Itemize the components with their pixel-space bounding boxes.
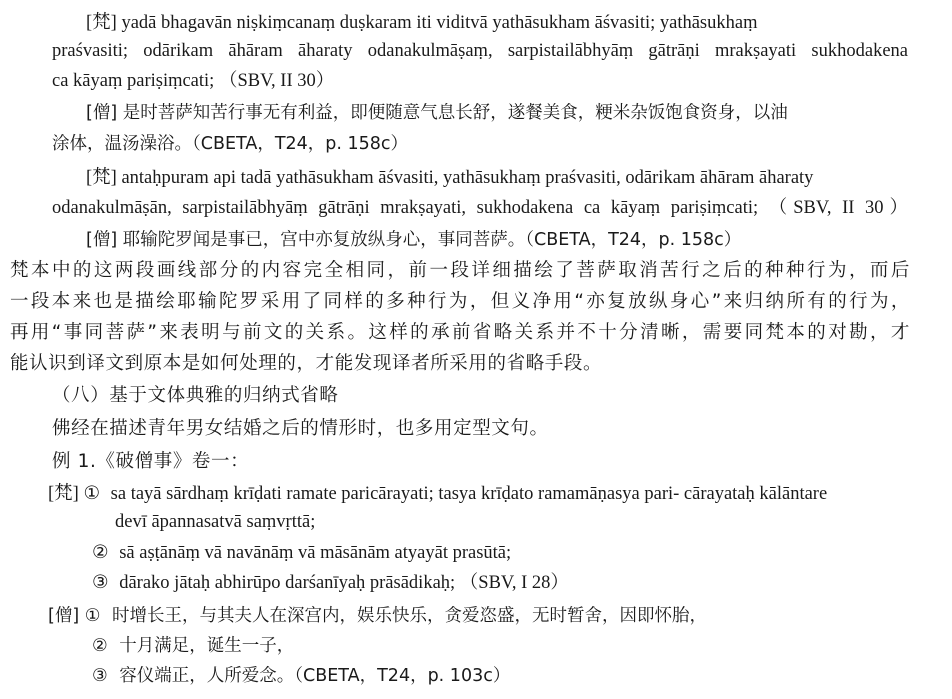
item-number: ③	[92, 666, 108, 686]
sanskrit-text: antaḥpuram api tadā yathāsukham āśvasiti, yathāsukhaṃ praśvasiti, odārikam āhāram āharaty	[121, 168, 814, 188]
chinese-text: 是时菩萨知苦行事无有利益，即便随意气息长舒，遂餐美食，粳米杂饭饱食资身，以油	[122, 103, 788, 123]
sanskrit-text: dārako jātaḥ abhirūpo darśanīyaḥ prāsādikaḥ; （SBV, I 28）	[119, 573, 569, 593]
example-zh-item-1	[48, 608, 707, 626]
discussion-line-3: 再用“事同菩萨”来表明与前文的关系。这样的承前省略关系并不十分清晰，需要同梵本的对勘，才	[10, 322, 910, 343]
item-number: ①	[84, 606, 101, 626]
sanskrit-text: yadā bhagavān niṣkiṃcanaṃ duṣkaram iti viditvā yathāsukham āśvasiti; yathāsukhaṃ	[121, 13, 758, 33]
example-zh-item-2	[92, 638, 294, 656]
example-zh-item-3	[92, 668, 510, 686]
sanskrit-tag: [梵]	[48, 484, 79, 504]
chinese-tag: [僧]	[48, 606, 80, 626]
sanskrit-tag: [梵]	[86, 168, 117, 188]
example-skt-item-2	[92, 544, 511, 563]
passage1-skt-line-3: ca kāyaṃ pariṣiṃcati; （SBV, II 30）	[52, 71, 335, 91]
passage2-zh-line	[86, 232, 741, 250]
passage1-zh-line-2: 涂体，温汤澡浴。（CBETA，T24，p. 158c）	[52, 134, 409, 154]
passage2-skt-line-1	[86, 169, 813, 188]
example-skt-item-3	[92, 574, 569, 593]
discussion-line-2: 一段本来也是描绘耶输陀罗采用了同样的多种行为，但义净用“亦复放纵身心”来归纳所有的行为，	[10, 291, 910, 312]
chinese-text: 十月满足，诞生一子，	[119, 636, 295, 656]
example-skt-item-1-cont: devī āpannasatvā saṃvṛttā;	[115, 512, 316, 532]
example-skt-item-1	[48, 485, 827, 504]
sanskrit-text: sa tayā sārdhaṃ krīḍati ramate paricārayati; tasya krīḍato ramamāṇasya pari- cārayataḥ kālāntare	[110, 484, 828, 504]
passage1-skt-line-2: praśvasiti; odārikam āhāram āharaty odanakulmāṣaṃ, sarpistailābhyāṃ gātrāṇi mrakṣayati sukhodakena	[52, 41, 908, 61]
example-label: 例 1.《破僧事》卷一：	[52, 451, 250, 472]
discussion-line-1: 梵本中的这两段画线部分的内容完全相同，前一段详细描绘了菩萨取消苦行之后的种种行为，而后	[10, 260, 910, 281]
chinese-text: 耶输陀罗闻是事已，宫中亦复放纵身心，事同菩萨。（CBETA，T24，p. 158c）	[122, 230, 742, 250]
chinese-tag: [僧]	[86, 103, 118, 123]
item-number: ②	[92, 636, 108, 656]
section-heading: （八）基于文体典雅的归纳式省略	[52, 385, 339, 406]
sanskrit-text: sā aṣṭānāṃ vā navānāṃ vā māsānām atyayāt prasūtā;	[119, 543, 512, 563]
passage1-zh-line-1	[86, 105, 788, 123]
item-number: ②	[92, 543, 109, 563]
chinese-tag: [僧]	[86, 230, 118, 250]
item-number: ③	[92, 573, 109, 593]
sanskrit-tag: [梵]	[86, 13, 117, 33]
passage1-skt-line-1	[86, 14, 757, 33]
passage2-skt-line-2: odanakulmāṣān, sarpistailābhyāṃ gātrāṇi mrakṣayati, sukhodakena ca kāyaṃ pariṣiṃcati; （SBV, II 30）	[52, 198, 908, 218]
chinese-text: 时增长王，与其夫人在深宫内，娱乐快乐，贪爱恣盛，无时暂舍，因即怀胎，	[112, 606, 708, 626]
intro-line: 佛经在描述青年男女结婚之后的情形时，也多用定型文句。	[52, 418, 549, 439]
discussion-line-4: 能认识到译文到原本是如何处理的，才能发现译者所采用的省略手段。	[10, 353, 603, 374]
chinese-text: 容仪端正，人所爱念。（CBETA，T24，p. 103c）	[119, 666, 511, 686]
item-number: ①	[83, 484, 101, 504]
